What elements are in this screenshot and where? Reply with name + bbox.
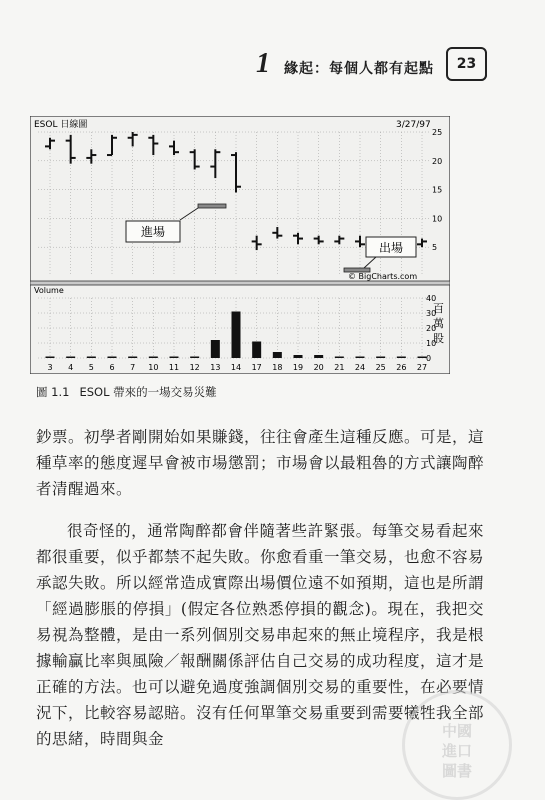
volume-bar [128,357,137,359]
volume-unit-char-1: 百 [433,302,444,315]
volume-label: Volume [34,286,64,295]
x-tick-label: 7 [130,363,136,372]
x-tick-label: 27 [416,363,428,372]
chapter-title: 緣起：每個人都有起點 [284,61,434,77]
caption-text: ESOL 帶來的一場交易災難 [79,385,217,399]
entry-label: 進場 [140,225,166,239]
x-tick-label: 20 [313,363,324,372]
volume-bar [211,340,220,358]
x-tick-label: 11 [168,363,180,372]
volume-y-tick-label: 30 [426,309,437,318]
exit-marker [344,268,370,272]
volume-bar [190,357,199,359]
volume-unit-char-2: 萬 [433,317,444,330]
volume-bar [149,357,158,359]
price-y-tick-label: 10 [432,214,443,224]
x-tick-label: 5 [88,363,94,372]
entry-marker [198,204,226,208]
page-header [0,44,545,84]
volume-bar [356,357,365,359]
body-paragraph-2: 很奇怪的，通常陶醉都會伴隨著些許緊張。每筆交易看起來都很重要，似乎都禁不起失敗。你愈看重一筆交易，也愈不容易承認失敗。所以經常造成實際出場價位遠不如預期，這也是所謂「經過膨脹的停損」(假定各位熟悉停損的觀念)。現在，我把交易視為整體，是由一系列個別交易串起來的無止境程序，我是根據輸贏比率與風險／報酬關係評估自己交易的成功程度，這才是正確的方法。也可以避免過度強調個別交易的重要性，在必要情況下，比較容易認賠。沒有任何單筆交易重要到需要犧牲我全部的思緒，時間與金 [36,522,485,748]
chart-watermark: © BigCharts.com [348,272,418,281]
seller-stamp [402,690,512,800]
x-tick-label: 10 [148,363,159,372]
volume-bar [232,312,241,359]
x-tick-label: 26 [396,363,407,372]
x-tick-label: 19 [292,363,304,372]
volume-y-tick-label: 0 [426,354,432,363]
volume-bar [87,357,96,359]
price-y-tick-label: 15 [432,185,443,195]
volume-bar [108,357,117,359]
x-tick-label: 13 [210,363,221,372]
volume-bar [66,357,75,359]
stamp-line-2: 進口 [441,742,472,760]
exit-label: 出場 [378,241,404,255]
x-tick-label: 25 [375,363,386,372]
volume-bar [376,357,385,359]
figure-chart [30,116,450,378]
volume-y-tick-label: 40 [426,294,437,303]
x-tick-label: 17 [251,363,262,372]
x-tick-label: 21 [334,363,345,372]
stamp-line-1: 中國 [441,722,472,740]
caption-number: 圖 1.1 [36,385,70,399]
stock-chart-svg [30,116,450,374]
volume-y-tick-label: 10 [426,339,437,348]
chart-title: ESOL 日線圖 [34,120,88,130]
price-y-tick-label: 20 [432,156,443,166]
x-tick-label: 4 [68,363,74,372]
page-number: 23 [446,47,487,81]
body-paragraph-1: 鈔票。初學者剛開始如果賺錢，往往會產生這種反應。可是，這種草率的態度遲早會被市場懲罰；市場會以最粗魯的方式讓陶醉者清醒過來。 [36,428,485,498]
volume-bar [397,357,406,359]
price-y-tick-label: 5 [432,243,438,253]
x-tick-label: 14 [230,363,242,372]
volume-bar [252,342,261,359]
x-tick-label: 3 [47,363,53,372]
volume-unit-char-3: 股 [433,332,444,345]
volume-bar [294,355,303,358]
volume-bar [314,355,323,358]
x-tick-label: 6 [109,363,115,372]
volume-bar [335,357,344,359]
volume-unit-label [433,302,444,345]
chart-divider [30,281,450,285]
x-tick-label: 24 [354,363,366,372]
volume-bar [273,352,282,358]
chart-date: 3/27/97 [396,120,431,130]
chapter-number: 1 [256,48,270,79]
price-y-tick-label: 25 [432,128,443,137]
x-tick-label: 12 [189,363,200,372]
stamp-line-3: 圖書 [441,762,472,780]
x-tick-label: 18 [272,363,283,372]
figure-caption [36,384,217,400]
volume-bar [46,357,55,359]
volume-bar [170,357,179,359]
volume-y-tick-label: 20 [426,324,437,333]
